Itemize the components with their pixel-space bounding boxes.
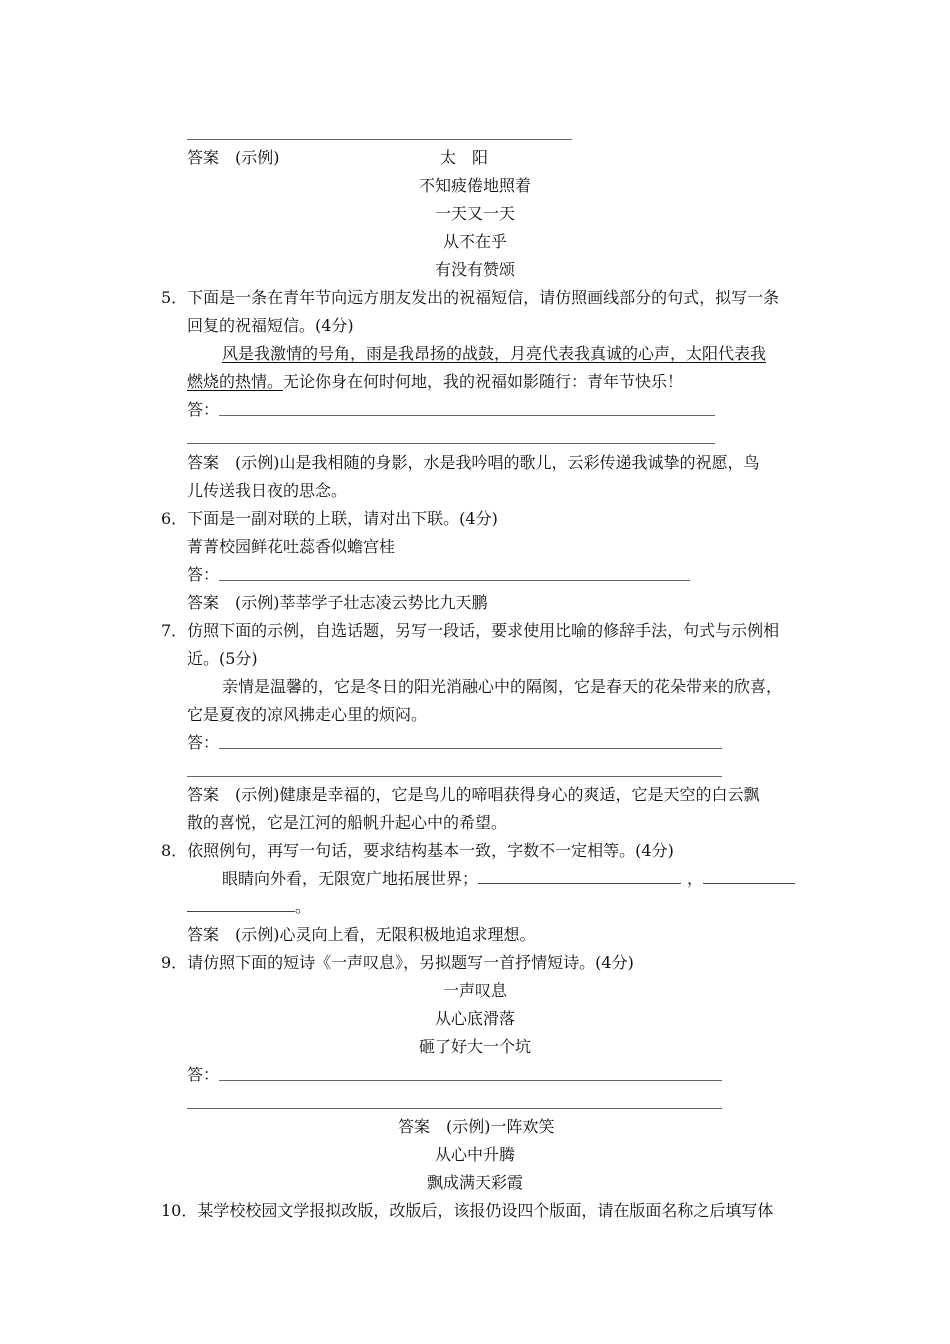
model-answer: 答案 (示例)健康是幸福的，它是鸟儿的啼唱获得身心的爽适，它是天空的白云飘 [187,785,760,804]
question-7-stem: 7．仿照下面的示例，自选话题，另写一段话，要求使用比喻的修辞手法，句式与示例相 [161,621,780,640]
model-answer: 答案 (示例)莘莘学子壮志凌云势比九天鹏 [187,593,488,612]
example-rest: 无论你身在何时何地，我的祝福如影随行：青年节快乐！ [283,372,684,391]
answer-prompt: 答： [187,565,220,584]
poem-line: 一声叹息 [442,981,507,1000]
answer-label: 答案 (示例) [187,148,280,167]
poem-line: 有没有赞颂 [434,260,515,279]
poem-line: 砸了好大一个坑 [418,1037,531,1056]
poem-line: 一天又一天 [434,204,515,223]
answer-blank-line[interactable] [219,415,715,416]
underlined-example-end: 燃烧的热情。 [187,372,284,391]
example-sentence: 眼睛向外看，无限宽广地拓展世界； [222,869,479,888]
answer-blank-line[interactable] [219,1080,722,1081]
question-5-stem-cont: 回复的祝福短信。(4分) [187,316,354,335]
question-10-stem: 10．某学校校园文学报拟改版，改版后，该报仍设四个版面，请在版面名称之后填写体 [161,1201,774,1220]
fill-blank[interactable] [703,869,795,884]
model-answer: 答案 (示例)一阵欢笑 [398,1117,555,1136]
example-line: 亲情是温馨的，它是冬日的阳光消融心中的隔阂，它是春天的花朵带来的欣喜， [222,677,783,696]
poem-line: 从心底滑落 [434,1009,515,1028]
poem-line: 不知疲倦地照着 [418,176,531,195]
answer-blank-line[interactable] [187,1108,722,1109]
question-6-stem: 6．下面是一副对联的上联，请对出下联。(4分) [161,509,498,528]
model-answer-cont: 散的喜悦，它是江河的船帆升起心中的希望。 [187,813,508,832]
example-line [187,371,683,393]
question-5-stem: 5．下面是一条在青年节向远方朋友发出的祝福短信，请仿照画线部分的句式，拟写一条 [161,288,780,307]
answer-blank-line[interactable] [187,776,722,777]
model-answer: 答案 (示例)心灵向上看，无限积极地追求理想。 [187,925,536,944]
answer-rule [187,139,572,140]
question-7-stem-cont: 近。(5分) [187,649,258,668]
poem-line: 从心中升腾 [434,1145,515,1164]
answer-prompt: 答： [187,400,220,419]
poem-title: 太 阳 [440,148,489,167]
period: 。 [295,897,312,916]
answer-prompt: 答： [187,1065,220,1084]
model-answer: 答案 (示例)山是我相随的身影，水是我吟唱的歌儿，云彩传递我诚挚的祝愿，鸟 [187,453,760,472]
answer-blank-line[interactable] [219,748,722,749]
fill-blank[interactable] [187,897,295,912]
fill-blank[interactable] [478,869,681,884]
question-9-stem: 9．请仿照下面的短诗《一声叹息》，另拟题写一首抒情短诗。(4分) [161,953,634,972]
question-8-stem: 8．依照例句，再写一句话，要求结构基本一致，字数不一定相等。(4分) [161,841,674,860]
answer-prompt: 答： [187,733,220,752]
answer-blank-line[interactable] [219,580,690,581]
couplet-upper: 菁菁校园鲜花吐蕊香似蟾宫桂 [187,537,396,556]
model-answer-cont: 儿传送我日夜的思念。 [187,481,348,500]
example-line: 它是夏夜的凉风拂走心里的烦闷。 [187,705,428,724]
poem-line: 从不在乎 [442,232,507,251]
underlined-example: 风是我激情的号角，雨是我昂扬的战鼓，月亮代表我真诚的心声，太阳代表我 [222,344,767,363]
comma: ， [687,869,704,888]
example-line [222,868,795,890]
poem-line: 飘成满天彩霞 [426,1173,523,1192]
example-line-cont [187,896,311,918]
answer-blank-line[interactable] [187,443,715,444]
